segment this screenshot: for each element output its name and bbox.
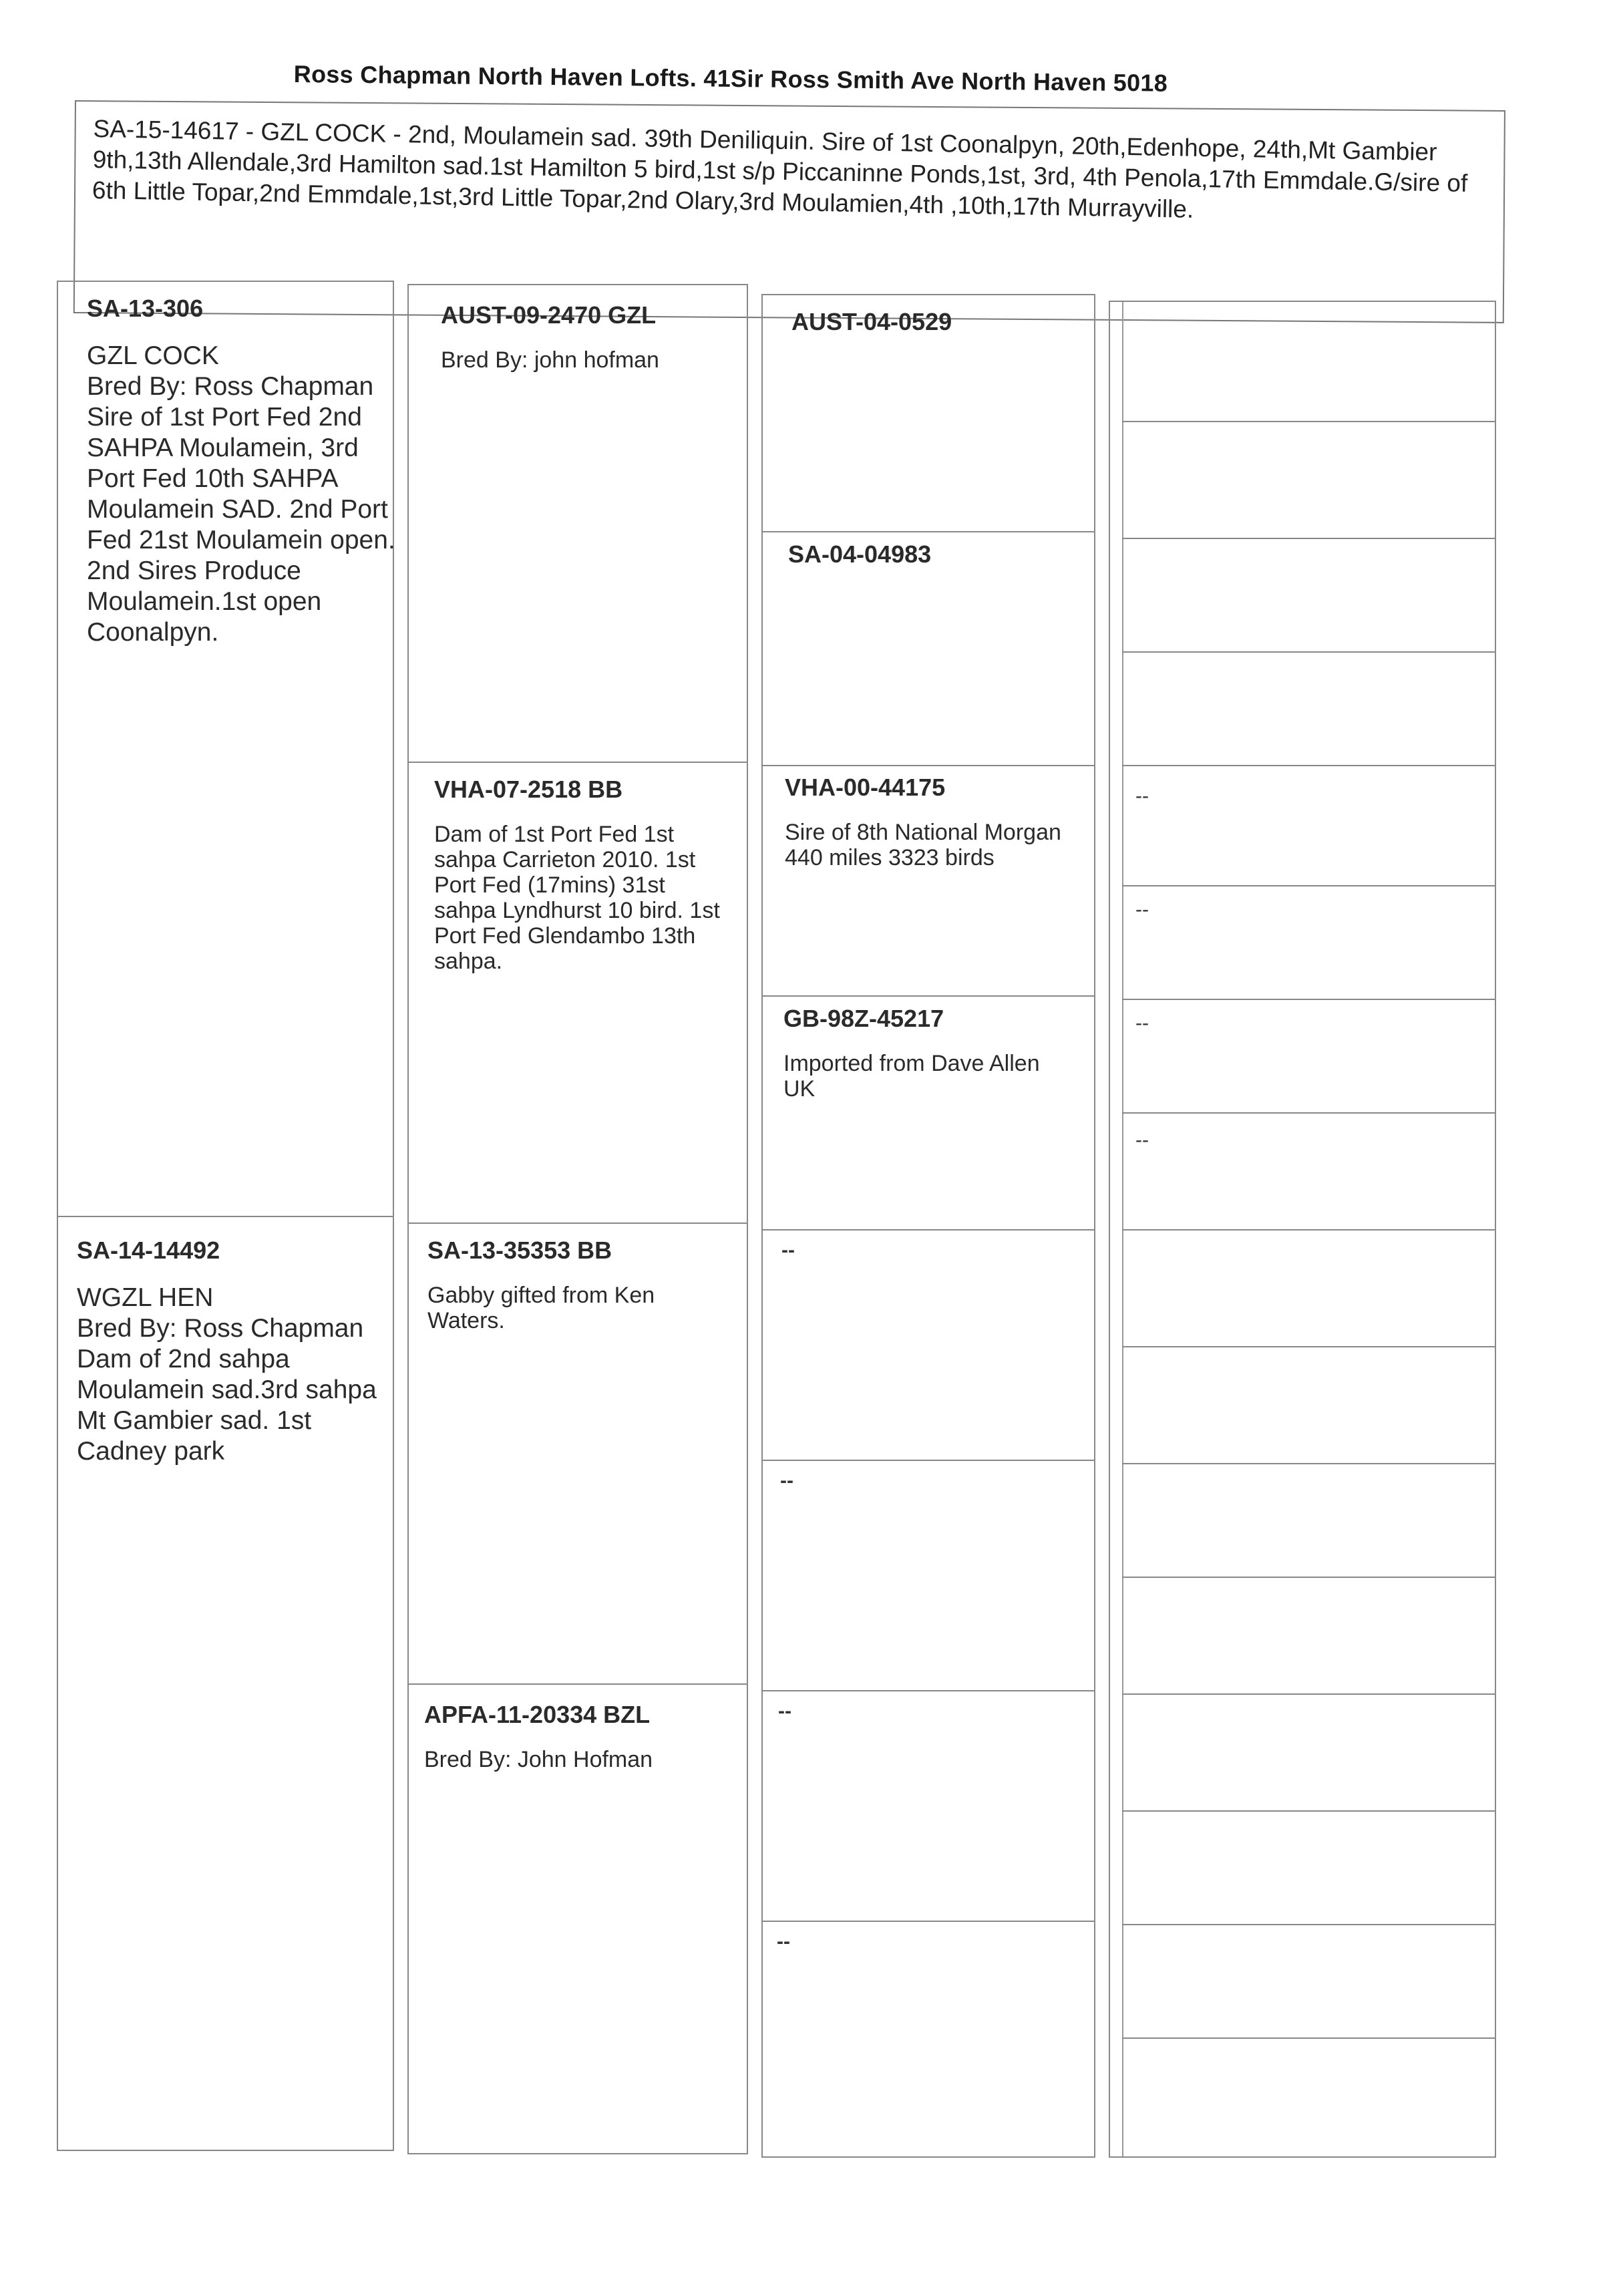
sire-ring-number: SA-13-306 bbox=[87, 295, 204, 322]
dam-ring-number: SA-14-14492 bbox=[77, 1237, 220, 1264]
gen4-divider-7 bbox=[1122, 1112, 1496, 1114]
gen4-divider-1 bbox=[1122, 421, 1496, 422]
gp-dam-dam-desc: Bred By: John Hofman bbox=[424, 1747, 653, 1772]
ggp-divider-5 bbox=[761, 1460, 1095, 1461]
ggp-4-desc: Imported from Dave Allen UK bbox=[783, 1051, 1040, 1102]
gen4-placeholder-8: -- bbox=[1135, 1129, 1149, 1151]
ggp-7-placeholder: -- bbox=[778, 1700, 791, 1722]
ggp-6-cell bbox=[780, 1470, 1067, 1492]
gen4-divider-2 bbox=[1122, 538, 1496, 539]
parents-divider bbox=[57, 1216, 394, 1217]
gen4-divider-15 bbox=[1122, 2037, 1496, 2039]
gp-dam-sire-cell bbox=[427, 1236, 721, 1333]
gen4-divider-13 bbox=[1122, 1810, 1496, 1812]
grandparents-column bbox=[407, 284, 748, 2154]
ggp-1-ring: AUST-04-0529 bbox=[791, 308, 952, 335]
ggp-4-ring: GB-98Z-45217 bbox=[783, 1005, 944, 1032]
sire-description: GZL COCK Bred By: Ross Chapman Sire of 1st Port Fed 2nd SAHPA Moulamein, 3rd Port Fed 10th SAHPA Moulamein SAD. 2nd Port Fed 21st Moulamein open. 2nd Sires Produce Moulamein.1st open Coonalpyn. bbox=[87, 341, 395, 647]
ggp-divider-3 bbox=[761, 995, 1095, 997]
gp-sire-sire-ring: AUST-09-2470 GZL bbox=[441, 301, 657, 329]
ggp-3-desc: Sire of 8th National Morgan 440 miles 3323 birds bbox=[785, 820, 1061, 870]
gen4-cell-8 bbox=[1135, 1129, 1149, 1152]
ggp-5-placeholder: -- bbox=[781, 1239, 795, 1261]
gen4-divider-12 bbox=[1122, 1693, 1496, 1695]
gp-sire-dam-ring: VHA-07-2518 BB bbox=[434, 776, 623, 803]
subject-bird-text: SA-15-14617 - GZL COCK - 2nd, Moulamein sad. 39th Deniliquin. Sire of 1st Coonalpyn, 20th,Edenhope, 24th,Mt Gambier 9th,13th Allendale,3rd Hamilton sad.1st Hamilton 5 bird,1st s/p Piccaninne Ponds,1st, 3rd, 4th Penola,17th Emmdale.G/sire of 6th Little Topar,2nd Emmdale,1st,3rd Little Topar,2nd Olary,3rd Moulamien,4th ,10th,17th Murrayville. bbox=[92, 114, 1468, 223]
gen4-divider-11 bbox=[1122, 1577, 1496, 1578]
dam-cell bbox=[77, 1236, 391, 1467]
gen4-divider-5 bbox=[1122, 885, 1496, 886]
gp-sire-dam-desc: Dam of 1st Port Fed 1st sahpa Carrieton 2010. 1st Port Fed (17mins) 31st sahpa Lyndhurst 10 bird. 1st Port Fed Glendambo 13th sahpa. bbox=[434, 822, 720, 974]
grandparents-divider-3 bbox=[407, 1683, 748, 1685]
gen4-placeholder-6: -- bbox=[1135, 898, 1149, 921]
grandparents-divider-1 bbox=[407, 762, 748, 763]
ggp-2-cell bbox=[788, 540, 1075, 569]
ggp-1-cell bbox=[791, 307, 1079, 337]
ggp-2-ring: SA-04-04983 bbox=[788, 540, 932, 568]
ggp-3-ring: VHA-00-44175 bbox=[785, 774, 946, 801]
gp-sire-sire-desc: Bred By: john hofman bbox=[441, 347, 659, 373]
ggp-divider-4 bbox=[761, 1229, 1095, 1231]
gen4-cell-5 bbox=[1135, 785, 1149, 808]
gen4-divider-3 bbox=[1122, 651, 1496, 653]
gen4-divider-6 bbox=[1122, 999, 1496, 1000]
dam-description: WGZL HEN Bred By: Ross Chapman Dam of 2nd sahpa Moulamein sad.3rd sahpa Mt Gambier sad. 1st Cadney park bbox=[77, 1283, 377, 1466]
gp-dam-sire-ring: SA-13-35353 BB bbox=[427, 1237, 612, 1264]
gen4-cell-7 bbox=[1135, 1012, 1149, 1035]
ggp-4-cell bbox=[783, 1004, 1071, 1102]
ggp-divider-2 bbox=[761, 765, 1095, 766]
ggp-divider-1 bbox=[761, 531, 1095, 532]
sire-cell bbox=[87, 294, 401, 648]
gen4-divider-8 bbox=[1122, 1229, 1496, 1231]
grandparents-divider-2 bbox=[407, 1222, 748, 1224]
gen4-divider-9 bbox=[1122, 1346, 1496, 1347]
ggp-8-placeholder: -- bbox=[777, 1931, 790, 1953]
page-title: Ross Chapman North Haven Lofts. 41Sir Ross Smith Ave North Haven 5018 bbox=[293, 60, 1168, 97]
gen4-divider-4 bbox=[1122, 765, 1496, 766]
ggp-6-placeholder: -- bbox=[780, 1470, 793, 1492]
ggp-7-cell bbox=[778, 1700, 1065, 1723]
gen4-divider-14 bbox=[1122, 1924, 1496, 1925]
ggp-8-cell bbox=[777, 1931, 1064, 1953]
gen4-placeholder-7: -- bbox=[1135, 1012, 1149, 1034]
gp-sire-sire-cell bbox=[441, 301, 735, 373]
ggp-divider-7 bbox=[761, 1921, 1095, 1922]
gen4-divider-10 bbox=[1122, 1463, 1496, 1464]
gp-sire-dam-cell bbox=[434, 775, 728, 974]
gp-dam-dam-ring: APFA-11-20334 BZL bbox=[424, 1701, 651, 1728]
gp-dam-dam-cell bbox=[424, 1700, 718, 1772]
great-grandparents-column bbox=[761, 294, 1095, 2158]
ggp-5-cell bbox=[781, 1239, 1069, 1262]
ggp-3-cell bbox=[785, 773, 1072, 870]
ggp-divider-6 bbox=[761, 1690, 1095, 1691]
gp-dam-sire-desc: Gabby gifted from Ken Waters. bbox=[427, 1283, 655, 1333]
gen4-cell-6 bbox=[1135, 898, 1149, 921]
gen4-placeholder-5: -- bbox=[1135, 785, 1149, 807]
